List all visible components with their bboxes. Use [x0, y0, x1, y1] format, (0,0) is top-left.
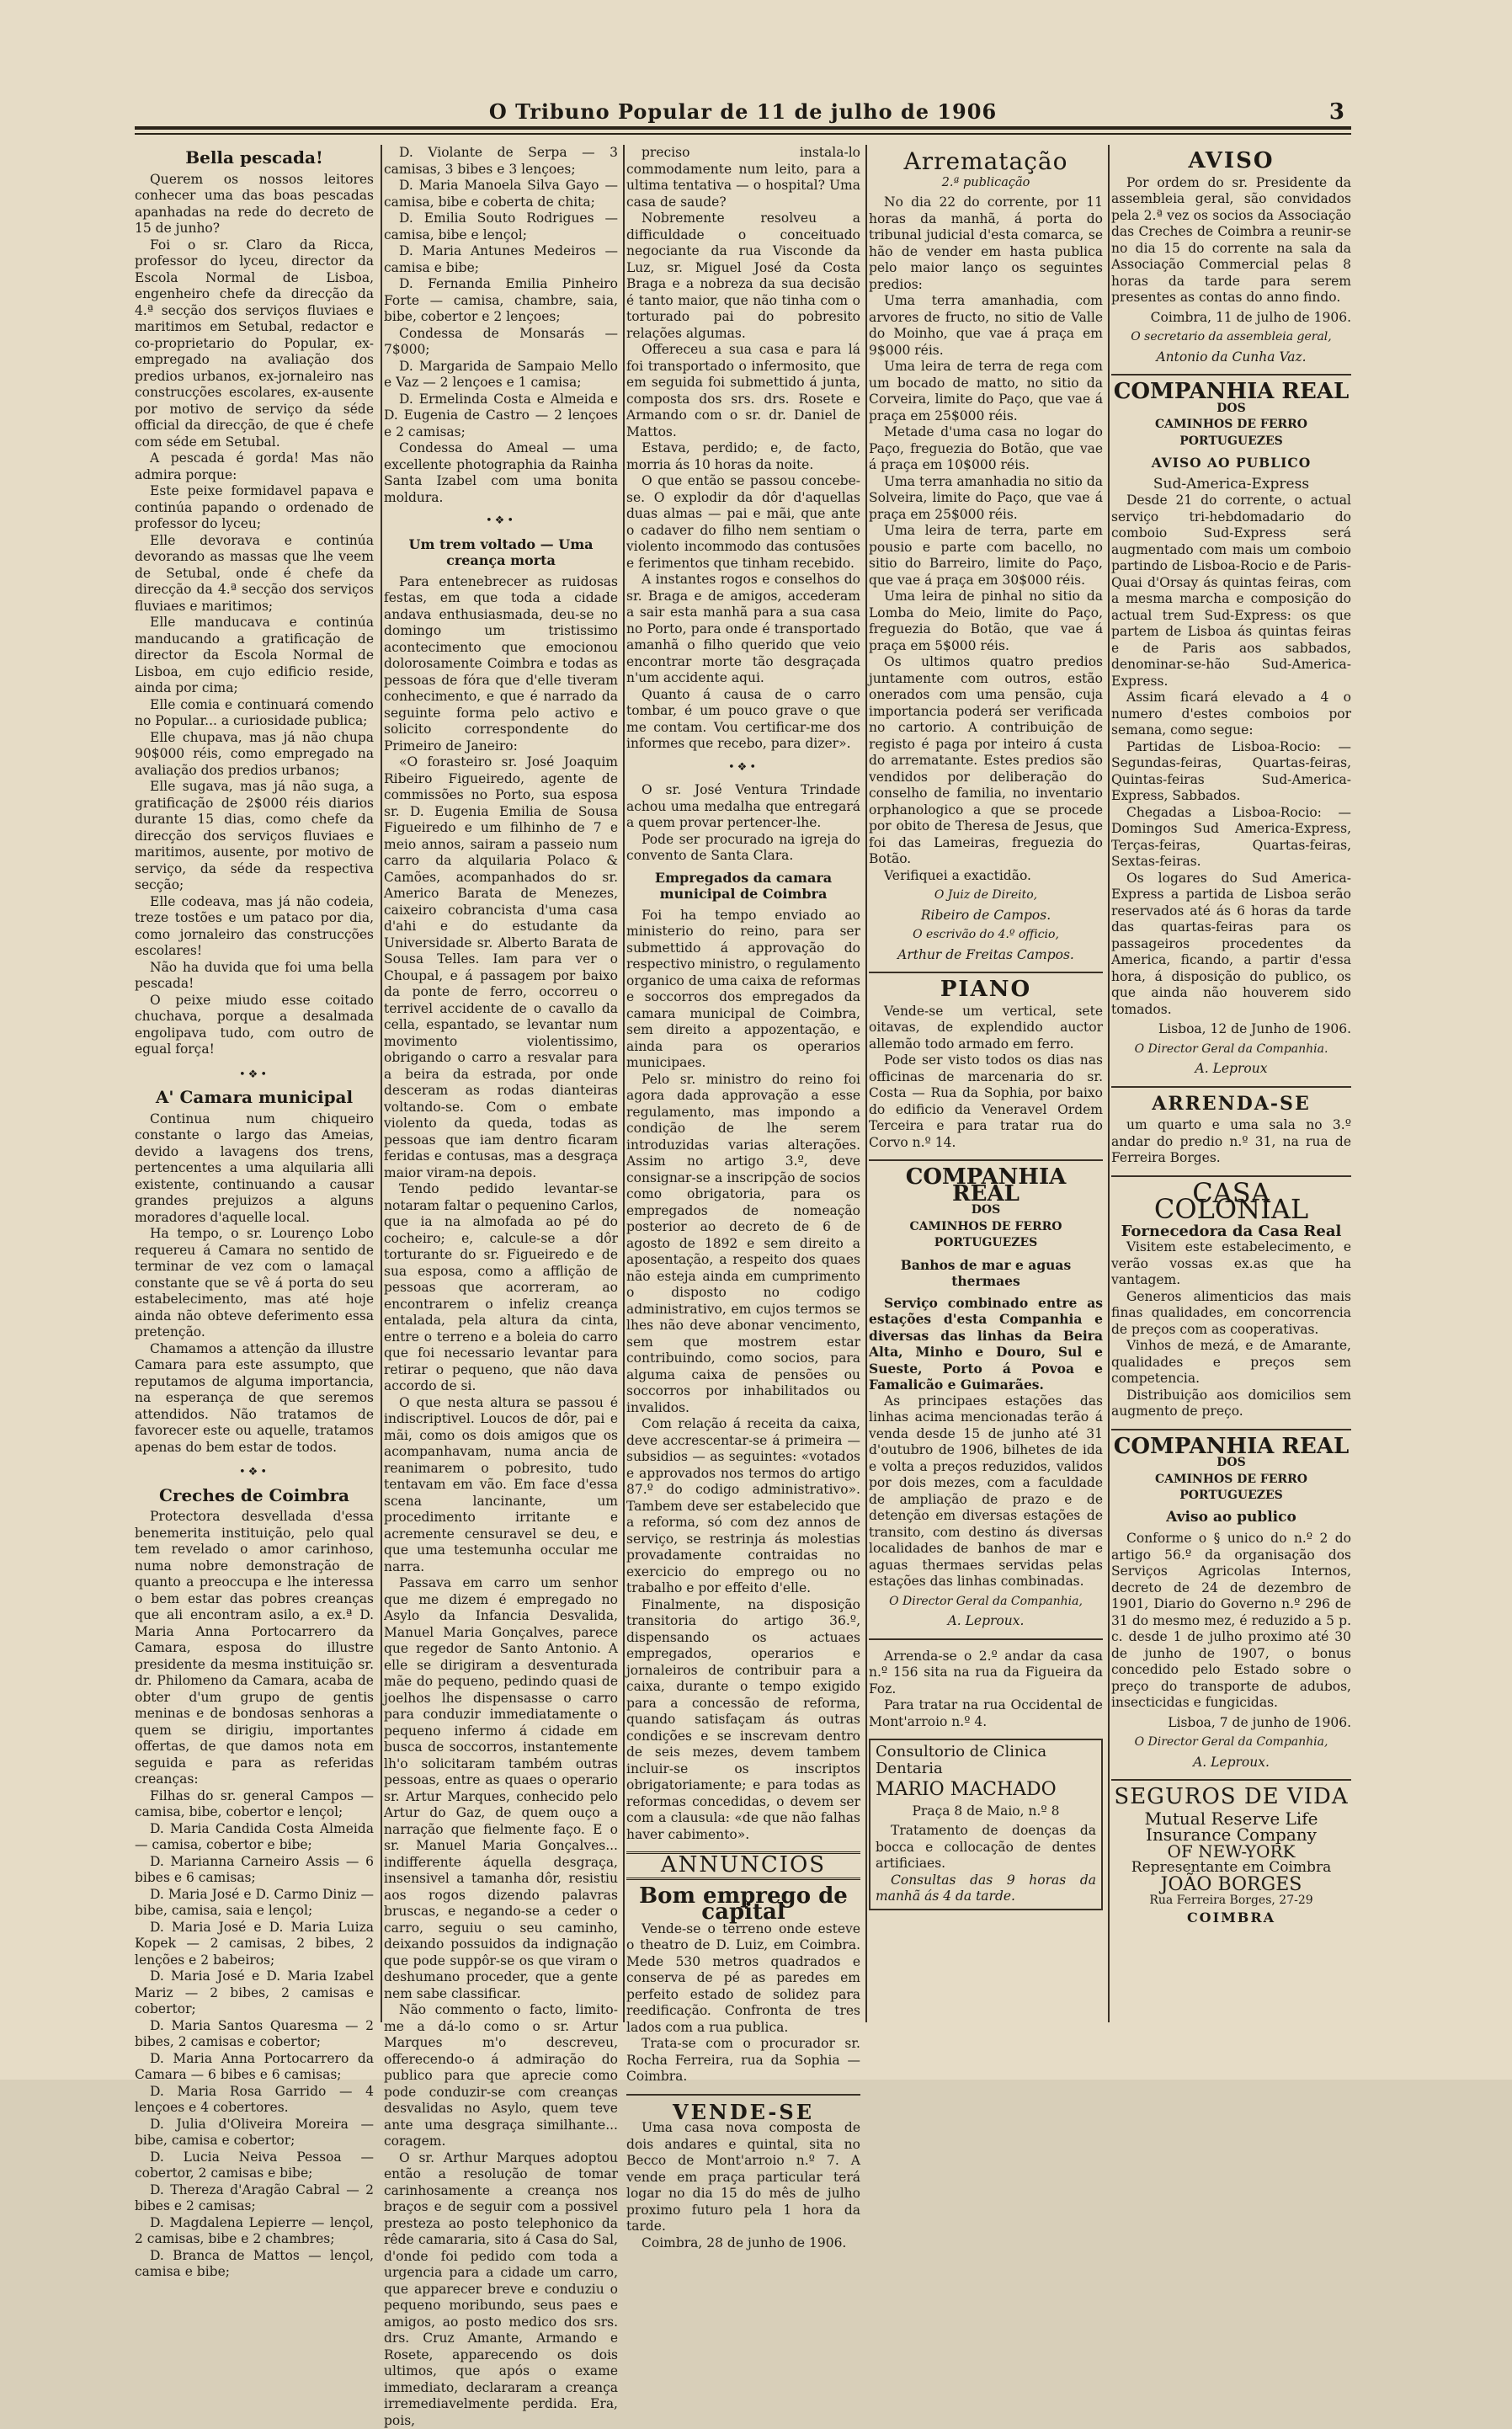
ad-subtitle: CAMINHOS DE FERRO PORTUGUEZES	[1111, 1472, 1351, 1505]
separator	[626, 2094, 860, 2096]
paragraph: O sr. José Ventura Trindade achou uma medalha que entregará a quem provar pertencer-lhe.	[626, 782, 860, 832]
list-item: D. Maria Manoela Silva Gayo — camisa, bibe e coberta de chita;	[384, 178, 618, 210]
signature-line: O Director Geral da Companhia,	[869, 1594, 1103, 1611]
column-1	[135, 145, 374, 2022]
paragraph: O que então se passou concebe-se. O explodir da dôr d'aquellas duas almas — pai e mãi, que ante o cadaver do filho nem sentiam o violento incommodo das contusões e ferimentos que tinham recebido.	[626, 473, 860, 572]
list-item: D. Magdalena Lepierre — lençol, 2 camisas, bibe e 2 chambres;	[135, 2215, 374, 2248]
paragraph: Assim ficará elevado a 4 o numero d'estes comboios por semana, como segue:	[1111, 690, 1351, 739]
paragraph: A instantes rogos e conselhos do sr. Braga e de amigos, accederam a sair esta manhã para a sua casa no Porto, para onde é transportado amanhã o filho querido que veio encontrar morte tão desgraçada n'um accidente aqui.	[626, 572, 860, 687]
list-item: D. Maria José e D. Maria Izabel Mariz — 2 bibes, 2 camisas e cobertor;	[135, 1968, 374, 2018]
ad-vende-se-casa	[626, 2104, 860, 2252]
separator	[869, 1638, 1103, 1640]
header-rule	[135, 126, 1351, 130]
signature-line: O secretario da assembleia geral,	[1111, 329, 1351, 346]
ad-aviso	[1111, 153, 1351, 365]
paragraph: Generos alimenticios das mais finas qualidades, em concorrencia de preços com as cooperativas.	[1111, 1289, 1351, 1339]
ad-title: ARRENDA-SE	[1111, 1096, 1351, 1113]
list-item: D. Emilia Souto Rodrigues — camisa, bibe e lençol;	[384, 210, 618, 243]
paragraph: Para entenebrecer as ruidosas festas, em que toda a cidade andava enthusiasmada, deu-se no domingo um tristissimo acontecimento que emocionou dolorosamente Coimbra e todas as pessoas de fóra que d'elle tiveram conhecimento, e que é narrado da seguinte forma pelo activo e solicito correspondente do Primeiro de Janeiro:	[384, 574, 618, 755]
signature-name: Ribeiro de Campos.	[869, 908, 1103, 924]
paragraph: Finalmente, na disposição transitoria do artigo 36.º, dispensando os actuaes empregados, operarios e jornaleiros de contribuir para a caixa, durante o tempo exigido para a concessão de reforma, quando satisfaçam ás outras condições e se inscrevam dentro de seis mezes, devem tambem incluir-se os inscriptos obrigatoriamente; e para todas as reformas concedidas, o devem ser com a clausula: «de que não falhas haver cabimento».	[626, 1597, 860, 1844]
ad-title: Consultorio de Clinica Dentaria	[876, 1744, 1096, 1776]
paragraph: Elle chupava, mas já não chupa 90$000 réis, como empregado na avaliação dos predios urbanos;	[135, 730, 374, 780]
paragraph: Continua num chiqueiro constante o largo das Ameias, devido a lavagens dos trens, pertencentes a uma alquilaria alli existente, continuando a causar grandes prejuizos a alguns moradores d'aquelle local.	[135, 1111, 374, 1227]
paragraph: Protectora desvellada d'essa benemerita instituição, pelo qual tem revelado o amor carinhoso, numa nobre demonstração de quanto a preoccupa e lhe interessa o bem estar das pobres creanças que ali encontram asilo, a ex.ª D. Maria Anna Portocarrero da Camara, esposa do illustre presidente da mesma instituição sr. dr. Philomeno da Camara, acaba de obter d'um grupo de gentis meninas e de bondosas senhoras a quem se dirigiu, importantes offertas, de que damos nota em seguida e para as referidas creanças:	[135, 1509, 374, 1788]
signature-line: O Director Geral da Companhia.	[1111, 1041, 1351, 1058]
ad-heading: AVISO AO PUBLICO	[1111, 455, 1351, 471]
ad-heading: Banhos de mar e aguas thermaes	[869, 1257, 1103, 1290]
ornament-divider: •❖•	[135, 1067, 374, 1084]
ad-casa-colonial	[1111, 1185, 1351, 1420]
ad-arrematacao	[869, 153, 1103, 963]
ad-line: JOÃO BORGES	[1111, 1877, 1351, 1894]
article-title: Bella pescada!	[135, 150, 374, 167]
ad-line: COIMBRA	[1111, 1910, 1351, 1926]
article-title: Creches de Coimbra	[135, 1488, 374, 1505]
column-divider	[865, 145, 867, 2022]
ad-companhia-real-banhos	[869, 1169, 1103, 1630]
paragraph: Distribuição aos domicilios sem augmento de preço.	[1111, 1388, 1351, 1420]
separator	[1111, 1086, 1351, 1088]
signature-name: A. Leproux	[1111, 1061, 1351, 1078]
paragraph: Os ultimos quatro predios juntamente com outros, estão onerados com uma pensão, cuja importancia poderá ser verificada no cartorio. A contribuição de registo é paga por inteiro á custa do arrematante. Estes predios são vendidos por deliberação do conselho de familia, no inventario orphanologico a que se procede por obito de Theresa de Jesus, que foi das Lameiras, freguezia do Botão.	[869, 654, 1103, 868]
list-item: D. Maria José e D. Maria Luiza Kopek — 2 camisas, 2 bibes, 2 lenções e 2 babeiros;	[135, 1920, 374, 1969]
column-4	[869, 145, 1103, 2022]
paragraph: Elle devorava e continúa devorando as massas que lhe veem de Setubal, onde é chefe da direcção da 4.ª secção dos serviços fluviaes e maritimos;	[135, 533, 374, 615]
signature-name: Antonio da Cunha Vaz.	[1111, 349, 1351, 366]
paragraph: Visitem este estabelecimento, e verão vossas ex.as que ha vantagem.	[1111, 1239, 1351, 1289]
signature-line: O Director Geral da Companhia,	[1111, 1734, 1351, 1751]
paragraph: Passava em carro um senhor que me dizem é empregado no Asylo da Infancia Desvalida, Manuel Maria Gonçalves, parece que regedor de Santo Antonio. A elle se dirigiram a desventurada mãe do pequeno, pedindo quasi de joelhos lhe dispensasse o carro para conduzir immediatamente o pequeno infermo á cidade em busca de soccorros, instantemente lh'o solicitaram também outras pessoas, entre as quaes o operario sr. Artur Marques, conhecido pelo Artur do Gaz, de quem ouço a narração que fielmente faço. E o sr. Manuel Maria Gonçalves... indifferente áquella desgraça, insensivel a tamanha dôr, resistiu aos rogos dizendo palavras bruscas, e negando-se a ceder o carro, seguiu o seu caminho, deixando possuidos da indignação que pode suppôr-se os que viram o deshumano proceder, que a gente nem sabe classificar.	[384, 1575, 618, 2002]
article-trem-voltado	[384, 536, 618, 2429]
separator	[869, 1159, 1103, 1161]
ornament-divider: •❖•	[384, 513, 618, 530]
ad-date: Coimbra, 11 de julho de 1906.	[1111, 310, 1351, 327]
paragraph: Uma terra amanhadia, com arvores de fructo, no sitio de Valle do Moinho, que vae á praça em 9$000 réis.	[869, 293, 1103, 359]
paragraph: Não ha duvida que foi uma bella pescada!	[135, 960, 374, 993]
column-3	[626, 145, 860, 2022]
paragraph: Uma leira de pinhal no sitio da Lomba do Meio, limite do Paço, freguezia do Botão, que vae á praça em 5$000 réis.	[869, 589, 1103, 654]
paragraph: Partidas de Lisboa-Rocio: — Segundas-feiras, Quartas-feiras, Quintas-feiras Sud-America-Express, Sabbados.	[1111, 739, 1351, 805]
ad-title: Arrematação	[869, 153, 1103, 170]
paragraph: Uma terra amanhadia no sitio da Solveira, limite do Paço, que vae á praça em 25$000 réis.	[869, 474, 1103, 524]
ad-title: COMPANHIA REAL	[1111, 1439, 1351, 1456]
paragraph: Para tratar na rua Occidental de Mont'arroio n.º 4.	[869, 1697, 1103, 1730]
ad-subheading: Sud-America-Express	[1111, 477, 1351, 493]
ad-title: CASA COLONIAL	[1111, 1185, 1351, 1218]
article-bella-pescada	[135, 150, 374, 1058]
paragraph: O peixe miudo esse coitado chuchava, porque a desalmada engolipava tudo, com outro de egual força!	[135, 993, 374, 1058]
ad-subtitle: 2.ª publicação	[869, 175, 1103, 192]
list-item: Condessa de Monsarás — 7$000;	[384, 326, 618, 359]
signature-line: O escrivão do 4.º officio,	[869, 927, 1103, 944]
paragraph: Desde 21 do corrente, o actual serviço tri-hebdomadario do comboio Sud-Express será augmentado com mais um comboio partindo de Lisboa-Rocio e de Paris-Quai d'Orsay ás quintas feiras, com a mesma marcha e composição do actual trem Sud-Express: os que partem de Lisboa ás quintas feiras e de Paris aos sabbados, denominar-se-hão Sud-America-Express.	[1111, 493, 1351, 690]
paragraph: Elle sugava, mas já não suga, a gratificação de 2$000 réis diarios durante 15 dias, como chefe da direcção dos serviços fluviaes e maritimos, ausente, por motivo de serviço, da séde da respectiva secção;	[135, 779, 374, 894]
column-divider	[623, 145, 625, 2022]
paragraph: «O forasteiro sr. José Joaquim Ribeiro Figueiredo, agente de commissões no Porto, sua esposa sr. D. Eugenia Emilia de Sousa Figueiredo e um filhinho de 7 e meio annos, sairam a passeio num carro da alquilaria Polaco & Camões, acompanhados do sr. Americo Barata de Menezes, caixeiro cobrancista d'uma casa d'ahi e do estudante da Universidade sr. Alberto Barata de Sousa Telles. Iam para ver o Choupal, e á passagem por baixo da ponte de ferro, occorreu o terrivel accidente de o cavallo da cella, espantado, se levantar num movimento violentissimo, obrigando o carro a resvalar para a beira da estrada, por onde desceram as rodas dianteiras voltando-se. Com o embate violento da queda, todas as pessoas que iam dentro ficaram feridas e contusas, mas a desgraça maior viram-na depois.	[384, 754, 618, 1181]
list-item: Condessa do Ameal — uma excellente photographia da Rainha Santa Izabel com uma bonita moldura.	[384, 440, 618, 506]
paragraph: um quarto e uma sala no 3.º andar do predio n.º 31, na rua de Ferreira Borges.	[1111, 1117, 1351, 1167]
ad-address: Praça 8 de Maio, n.º 8	[876, 1803, 1096, 1820]
ornament-divider: •❖•	[626, 759, 860, 776]
paragraph: Elle comia e continuará comendo no Popular... a curiosidade publica;	[135, 697, 374, 730]
ad-dos: DOS	[1111, 1455, 1351, 1472]
paragraph: Uma leira de terra de rega com um bocado de matto, no sitio da Corveira, limite do Paço, que vae á praça em 25$000 réis.	[869, 359, 1103, 424]
ad-dos: DOS	[1111, 401, 1351, 418]
article-creches	[135, 1488, 374, 2281]
list-item: D. Thereza d'Aragão Cabral — 2 bibes e 2 camisas;	[135, 2182, 374, 2215]
paragraph: Foi ha tempo enviado ao ministerio do reino, para ser submettido á approvação do respectivo ministro, o regulamento organico de uma caixa de reformas e soccorros dos empregados da camara municipal de Coimbra, sem direito a appozentação, e ainda para os operarios municipaes.	[626, 908, 860, 1072]
separator	[1111, 1429, 1351, 1430]
paragraph: Pode ser procurado na igreja do convento de Santa Clara.	[626, 832, 860, 865]
ad-title: PIANO	[869, 982, 1103, 999]
list-item: D. Ermelinda Costa e Almeida e D. Eugenia de Castro — 2 lençoes e 2 camisas;	[384, 392, 618, 441]
paragraph: Offereceu a sua casa e para lá foi transportado o infermosito, que em seguida foi submettido á junta, composta dos srs. drs. Rosete e Armando com o sr. dr. Daniel de Mattos.	[626, 342, 860, 440]
paragraph: Conforme o § unico do n.º 2 do artigo 56.º da organisação dos Serviços Agricolas Internos, decreto de 24 de dezembro de 1901, Diario do Governo n.º 296 de 31 do mesmo mez, é reduzido a 5 p. c. desde 1 de julho proximo até 30 de junho de 1907, o bonus concedido pelo Estado sobre o preço do transporte de adubos, insecticidas e fungicidas.	[1111, 1531, 1351, 1712]
list-item: D. Maria José e D. Carmo Diniz — bibe, camisa, saia e lençol;	[135, 1887, 374, 1920]
article-camara-municipal	[135, 1089, 374, 1456]
paragraph: Com relação á receita da caixa, deve accrescentar-se á primeira — subsidios — as seguintes: «votados e approvados nos termos do artigo 87.º do codigo administrativo». Tambem deve ser estabelecido que a reforma, só com dez annos de serviço, se restrinja ás molestias provadamente contraidas no exercicio do emprego ou no trabalho e por effeito d'elle.	[626, 1416, 860, 1597]
article-title: Um trem voltado — Uma creança morta	[384, 536, 618, 569]
list-item: D. Maria Candida Costa Almeida — camisa, cobertor e bibe;	[135, 1821, 374, 1854]
paragraph: A pescada é gorda! Mas não admira porque:	[135, 450, 374, 483]
paragraph: Vende-se o terreno onde esteve o theatro de D. Luiz, em Coimbra. Mede 530 metros quadrados e conserva de pé as paredes em perfeito estado de solidez para reedificação. Confronta de tres lados com a rua publica.	[626, 1921, 860, 2037]
column-divider	[381, 145, 382, 2022]
paragraph: Arrenda-se o 2.º andar da casa n.º 156 sita na rua da Figueira da Foz.	[869, 1649, 1103, 1698]
ad-arrenda-se-casa	[869, 1649, 1103, 1731]
page-title: O Tribuno Popular de 11 de julho de 1906	[135, 99, 1351, 124]
paragraph: Pode ser visto todos os dias nas officinas de marcenaria do sr. Costa — Rua da Sophia, por baixo do edificio da Veneravel Ordem Terceira e para tratar rua do Corvo n.º 14.	[869, 1052, 1103, 1151]
list-item: D. Fernanda Emilia Pinheiro Forte — camisa, chambre, saia, bibe, cobertor e 2 lençoes;	[384, 276, 618, 326]
ad-subtitle: CAMINHOS DE FERRO PORTUGUEZES	[869, 1219, 1103, 1252]
list-item: D. Maria Antunes Medeiros — camisa e bibe;	[384, 243, 618, 276]
ad-title: COMPANHIA REAL	[1111, 384, 1351, 401]
list-item: D. Julia d'Oliveira Moreira — bibe, camisa e cobertor;	[135, 2117, 374, 2149]
article-empregados-camara	[626, 870, 860, 1844]
article-title: A' Camara municipal	[135, 1089, 374, 1106]
paragraph: Pelo sr. ministro do reino foi agora dada approvação a esse regulamento, mas impondo a condição de lhe serem introduzidas varias alterações. Assim no artigo 3.º, deve consignar-se a inscripção de socios como obrigatoria, para os empregados de nomeação posterior ao decreto de 6 de agosto de 1892 e sem direito a aposentação, a respeito dos quaes não esteja ainda em cumprimento o disposto no codigo administrativo, em cujos termos se lhes não deve abonar vencimento, sem que mostrem estar contribuindo, como socios, para alguma caixa de pensões ou soccorros por inhabilitados ou invalidos.	[626, 1072, 860, 1417]
paragraph: Uma leira de terra, parte em pousio e parte com bacello, no sitio do Barreiro, limite do Paço, que vae á praça em 30$000 réis.	[869, 523, 1103, 589]
ad-date: Lisboa, 12 de Junho de 1906.	[1111, 1021, 1351, 1038]
ad-line: Representante em Coimbra	[1111, 1860, 1351, 1877]
signature-line: O Juiz de Direito,	[869, 887, 1103, 904]
paragraph: O que nesta altura se passou é indiscriptivel. Loucos de dôr, pai e mãi, como os dois amigos que os acompanhavam, numa ancia de reanimarem o pobresito, tudo tentavam em vão. Em face d'essa scena lancinante, um procedimento irritante e acremente censuravel se deu, e que uma testemunha occular me narra.	[384, 1395, 618, 1576]
ornament-divider: •❖•	[135, 1464, 374, 1481]
ad-title: AVISO	[1111, 153, 1351, 170]
ad-subtitle: Fornecedora da Casa Real	[1111, 1223, 1351, 1240]
ad-title: Bom emprego de capital	[626, 1888, 860, 1921]
paragraph: Tendo pedido levantar-se notaram faltar o pequenino Carlos, que ia na almofada ao pé do cocheiro; e, calcule-se a dôr torturante do sr. Figueiredo e de sua esposa, como a afflição de pessoas que acorreram, ao encontrarem o infeliz creança entalada, pela altura da cinta, entre o terreno e a boleia do carro que foi necessario levantar para retirar o pequeno, que não dava accordo de si.	[384, 1181, 618, 1395]
paragraph: Trata-se com o procurador sr. Rocha Ferreira, rua da Sophia — Coimbra.	[626, 2036, 860, 2085]
separator	[869, 972, 1103, 973]
signature-name: Arthur de Freitas Campos.	[869, 947, 1103, 964]
paragraph: Verifiquei a exactidão.	[869, 868, 1103, 885]
ad-title: SEGUROS DE VIDA	[1111, 1789, 1351, 1806]
paragraph: Estava, perdido; e, de facto, morria ás 10 horas da noite.	[626, 440, 860, 473]
list-item: D. Marianna Carneiro Assis — 6 bibes e 6 camisas;	[135, 1854, 374, 1887]
paragraph: O sr. Arthur Marques adoptou então a resolução de tomar carinhosamente a creança nos braços e de seguir com a possivel presteza ao posto telephonico da rêde camararia, sito á Casa do Sal, d'onde foi pedido com toda a urgencia para a cidade um carro, que apparecer breve e conduziu o pequeno moribundo, seus paes e amigos, ao posto medico dos srs. drs. Cruz Amante, Armando e Rosete, apparecendo os dois ultimos, que após o exame immediato, declararam a creança irremediavelmente perdida. Era, pois,	[384, 2150, 618, 2429]
ad-piano	[869, 982, 1103, 1151]
paragraph: Não commento o facto, limito-me a dá-lo como o sr. Artur Marques m'o descreveu, offerecendo-o á admiração do publico para que aprecie como pode conduzir-se com creanças desvalidas no Asylo, quem teve ante uma desgraça similhante... coragem.	[384, 2002, 618, 2150]
announcements-header: ANNUNCIOS	[626, 1851, 860, 1880]
ad-arrenda-se-quarto	[1111, 1096, 1351, 1167]
ad-seguros-de-vida	[1111, 1789, 1351, 1926]
paragraph: Tratamento de doenças da bocca e collocação de dentes artificiaes.	[876, 1823, 1096, 1872]
paragraph: No dia 22 do corrente, por 11 horas da manhã, á porta do tribunal judicial d'esta comarca, se hão de vender em hasta publica pelo maior lanço os seguintes predios:	[869, 194, 1103, 293]
paragraph: Uma casa nova composta de dois andares e quintal, sita no Becco de Mont'arroio n.º 7. A vende em praça particular terá logar no dia 15 do mês de julho proximo futuro pela 1 hora da tarde.	[626, 2120, 860, 2235]
ad-date: Coimbra, 28 de junho de 1906.	[626, 2235, 860, 2252]
list-item: D. Margarida de Sampaio Mello e Vaz — 2 lençoes e 1 camisa;	[384, 359, 618, 392]
list-item: D. Maria Rosa Garrido — 4 lençoes e 4 cobertores.	[135, 2084, 374, 2117]
ad-line: Mutual Reserve Life	[1111, 1811, 1351, 1828]
paragraph: Este peixe formidavel papava e continúa papando o ordenado de professor do lyceu;	[135, 483, 374, 533]
ad-consultorio-dentario	[869, 1739, 1103, 1910]
ad-line: Rua Ferreira Borges, 27-29	[1111, 1893, 1351, 1910]
header-rule-thin	[135, 133, 1351, 135]
paragraph: Elle codeava, mas já não codeia, treze tostões e um pataco por dia, como jornaleiro das construcções escolares!	[135, 894, 374, 960]
column-divider	[1108, 145, 1110, 2022]
list-item: D. Lucia Neiva Pessoa — cobertor, 2 camisas e bibe;	[135, 2149, 374, 2182]
signature-name: A. Leproux.	[1111, 1755, 1351, 1771]
paragraph: Serviço combinado entre as estações d'esta Companhia e diversas das linhas da Beira Alta, Minho e Douro, Sul e Sueste, Porto á Povoa e Famalicão e Guimarães.	[869, 1295, 1103, 1393]
ad-companhia-real-adubos	[1111, 1439, 1351, 1771]
paragraph: Nobremente resolveu a difficuldade o conceituado negociante da rua Visconde da Luz, sr. Miguel José da Costa Braga e a nobreza da sua decisão é tanto maior, que não tinha com o torturado pai do pobresito relações algumas.	[626, 210, 860, 342]
paragraph: Vende-se um vertical, sete oitavas, de explendido auctor allemão todo armado em ferro.	[869, 1004, 1103, 1053]
page-header	[135, 99, 1351, 125]
paragraph: preciso instala-lo commodamente num leito, para a ultima tentativa — o hospital? Uma casa de saude?	[626, 145, 860, 210]
ad-companhia-real-sud-express	[1111, 384, 1351, 1078]
signature-name: A. Leproux.	[869, 1613, 1103, 1630]
list-item: D. Maria Santos Quaresma — 2 bibes, 2 camisas e cobertor;	[135, 2018, 374, 2051]
column-5	[1111, 145, 1351, 2022]
paragraph: Foi o sr. Claro da Ricca, professor do lyceu, director da Escola Normal de Lisboa, engenheiro chefe da direcção da 4.ª secção dos serviços fluviaes e maritimos em Setubal, redactor e co-proprietario do Popular, ex-empregado na avaliação dos predios urbanos, ex-jornaleiro nas construcções escolares, ex-ausente por motivo de serviço da séde official da direcção, de que é chefe com séde em Setubal.	[135, 237, 374, 451]
list-item: D. Maria Anna Portocarrero da Camara — 6 bibes e 6 camisas;	[135, 2051, 374, 2084]
ad-line: OF NEW-YORK	[1111, 1844, 1351, 1861]
list-item: D. Branca de Mattos — lençol, camisa e bibe;	[135, 2248, 374, 2281]
list-item: D. Violante de Serpa — 3 camisas, 3 bibes e 3 lençoes;	[384, 145, 618, 178]
ad-title: COMPANHIA REAL	[869, 1169, 1103, 1202]
separator	[1111, 1779, 1351, 1781]
separator	[1111, 374, 1351, 376]
ad-title: VENDE-SE	[626, 2104, 860, 2121]
paragraph: Ha tempo, o sr. Lourenço Lobo requereu á Camara no sentido de terminar de vez com o lamaçal constante que se vê á porta do seu estabelecimento, mas até hoje ainda não obteve deferimento essa pretenção.	[135, 1226, 374, 1341]
column-2	[384, 145, 618, 2022]
paragraph: Metade d'uma casa no logar do Paço, freguezia do Botão, que vae á praça em 10$000 réis.	[869, 424, 1103, 474]
page-number: 3	[1329, 99, 1344, 125]
ad-bom-emprego	[626, 1888, 860, 2085]
ad-subtitle: CAMINHOS DE FERRO PORTUGUEZES	[1111, 417, 1351, 450]
ad-heading: Aviso ao publico	[1111, 1510, 1351, 1526]
paragraph: Chamamos a attenção da illustre Camara para este assumpto, que reputamos de alguma importancia, na esperança de que seremos attendidos. Não tratamos de favorecer este ou aquelle, tratamos apenas do bem estar de todos.	[135, 1341, 374, 1457]
paragraph: Quanto á causa de o carro tombar, é um pouco grave o que me contam. Vou certificar-me dos informes que recebo, para dizer».	[626, 687, 860, 753]
ad-name: MARIO MACHADO	[876, 1782, 1096, 1798]
ad-dos: DOS	[869, 1202, 1103, 1219]
list-item: Filhas do sr. general Campos — camisa, bibe, cobertor e lençol;	[135, 1788, 374, 1821]
paragraph: Chegadas a Lisboa-Rocio: — Domingos Sud America-Express, Terças-feiras, Quartas-feiras, Sextas-feiras.	[1111, 805, 1351, 871]
paragraph: Vinhos de mezá, e de Amarante, qualidades e preços sem competencia.	[1111, 1338, 1351, 1388]
ad-date: Lisboa, 7 de junho de 1906.	[1111, 1715, 1351, 1732]
paragraph: Consultas das 9 horas da manhã ás 4 da tarde.	[876, 1872, 1096, 1905]
article-title: Empregados da camara municipal de Coimbra	[626, 870, 860, 903]
paragraph: Querem os nossos leitores conhecer uma das boas pescadas apanhadas na rede do decreto de 15 de junho?	[135, 172, 374, 237]
ad-line: Insurance Company	[1111, 1827, 1351, 1844]
paragraph: Elle manducava e continúa manducando a gratificação de director da Escola Normal de Lisboa, em cujo edificio reside, ainda por cima;	[135, 615, 374, 697]
paragraph: Os logares do Sud America-Express a partida de Lisboa serão reservados até ás 6 horas da tarde das quartas-feiras para os passageiros procedentes da America, ficando, a partir d'essa hora, á disposição do publico, os que ainda não houverem sido tomados.	[1111, 871, 1351, 1019]
paragraph: As principaes estações das linhas acima mencionadas terão á venda desde 15 de junho até 31 d'outubro de 1906, bilhetes de ida e volta a preços reduzidos, validos por dois mezes, com a faculdade de ampliação de prazo e de detenção em diversas estações de transito, com destino ás diversas localidades de banhos de mar e aguas thermaes servidas pelas estações das linhas combinadas.	[869, 1393, 1103, 1590]
paragraph: Por ordem do sr. Presidente da assembleia geral, são convidados pela 2.ª vez os socios da Associação das Creches de Coimbra a reunir-se no dia 15 do corrente na sala da Associação Commercial pelas 8 horas da tarde para serem presentes as contas do anno findo.	[1111, 175, 1351, 306]
